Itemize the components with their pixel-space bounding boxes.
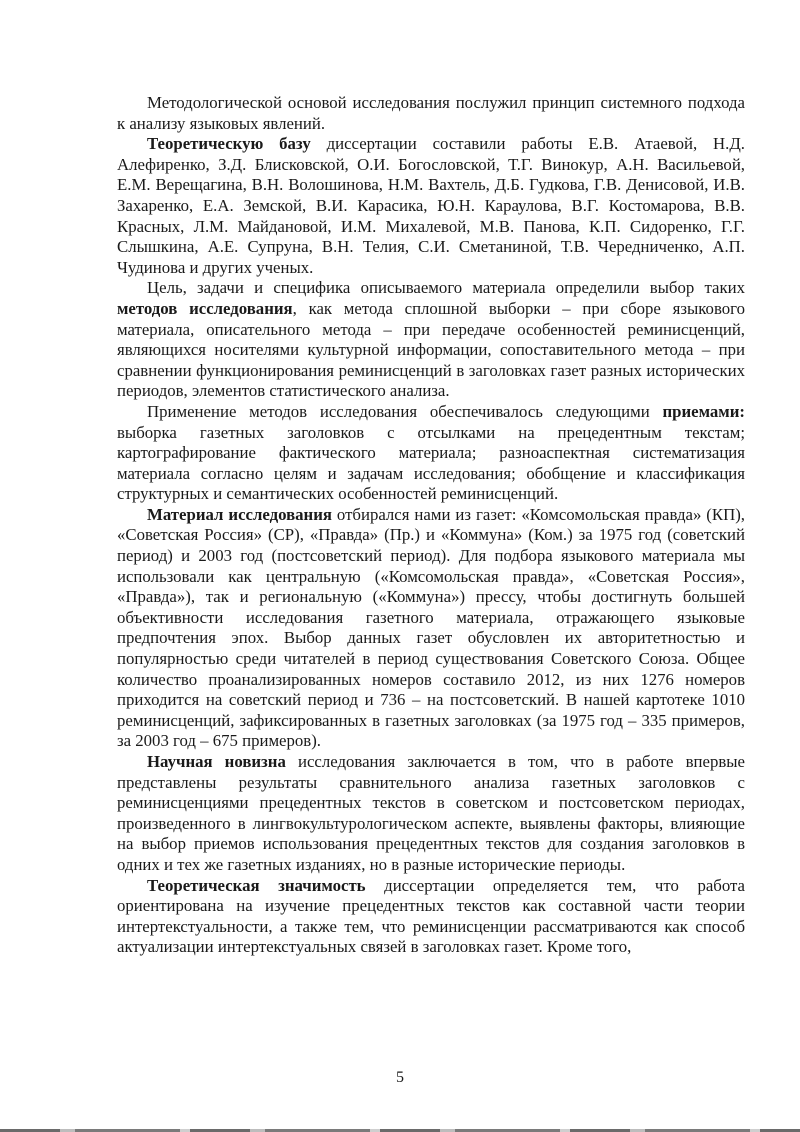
bold-term: приемами:	[662, 401, 745, 421]
paragraph-significance	[117, 876, 745, 958]
paragraph-text: диссертации определяется тем, что работа ориентирована на изучение прецедентных текстов как составной части теории интертекстуальности, а также тем, что реминисценции рассматриваются как способ актуализации интертекстуальных связей в заголовках газет. Кроме того,	[117, 875, 745, 957]
bold-term: Теоретическую базу	[147, 134, 311, 154]
bold-term: Теоретическая значимость	[147, 875, 366, 895]
paragraph-material	[117, 505, 745, 752]
paragraph-text: отбирался нами из газет: «Комсомольская правда» (КП), «Советская Россия» (СР), «Правда» (Пр.) и «Коммуна» (Ком.) за 1975 год (советский период) и 2003 год (постсоветский период). Для подбора языкового материала мы использовали как центральную («Комсомольская правда», «Советская Россия», «Правда»), так и региональную («Коммуна») прессу, чтобы достигнуть большей объективности исследования газетного материала, отражающего языковые предпочтения эпох. Выбор данных газет обусловлен их авторитетностью и популярностью среди читателей в период существования Советского Союза. Общее количество проанализированных номеров составило 2012, из них 1276 номеров приходится на советский период и 736 – на постсоветский. В нашей картотеке 1010 реминисценций, зафиксированных в газетных заголовках (за 1975 год – 335 примеров, за 2003 год – 675 примеров).	[117, 504, 745, 751]
bold-term: Научная новизна	[147, 752, 286, 771]
page-number: 5	[396, 1069, 404, 1086]
paragraph-text: выборка газетных заголовков с отсылками на прецедентным текстам; картографирование фактического материала; разноаспектная систематизация материала согласно целям и задачам исследования; обобщение и классификация структурных и семантических особенностей реминисценций.	[117, 422, 745, 504]
paragraph-text: диссертации составили работы Е.В. Атаевой, Н.Д. Алефиренко, З.Д. Блисковской, О.И. Богословской, Т.Г. Винокур, А.Н. Васильевой, Е.М. Верещагина, В.Н. Волошинова, Н.М. Вахтель, Д.Б. Гудкова, Г.В. Денисовой, И.В. Захаренко, Е.А. Земской, В.И. Карасика, Ю.Н. Караулова, В.Г. Костомарова, В.В. Красных, Л.М. Майдановой, И.М. Михалевой, М.В. Панова, К.П. Сидоренко, Г.Г. Слышкина, А.Е. Супруна, В.Н. Телия, С.И. Сметаниной, Т.В. Чередниченко, А.П. Чудинова и других ученых.	[117, 134, 745, 277]
paragraph-text: Методологической основой исследования послужил принцип системного подхода к анализу языковых явлений.	[117, 93, 745, 133]
body-text	[117, 93, 745, 958]
paragraph-text: , как метода сплошной выборки – при сборе языкового материала, описательного метода – при передаче особенностей реминисценций, являющихся носителями культурной информации, сопоставительного метода – при сравнении функционирования реминисценций в заголовках газет разных исторических периодов, элементов статистического анализа.	[117, 298, 745, 401]
bold-term: Материал исследования	[147, 504, 332, 524]
paragraph-theory-base	[117, 134, 745, 278]
bold-term: методов исследования	[117, 298, 293, 318]
paragraph-text: Применение методов исследования обеспечивалось следующими	[147, 401, 663, 421]
paragraph-novelty	[117, 752, 745, 876]
paragraph-text: Цель, задачи и специфика описываемого материала определили выбор таких	[147, 278, 745, 298]
paragraph-techniques	[117, 402, 745, 505]
paragraph-methods	[117, 278, 745, 402]
paragraph-methodology	[117, 93, 745, 134]
paragraph-text: исследования заключается в том, что в работе впервые представлены результаты сравнительного анализа газетных заголовков с реминисценциями прецедентных текстов в советском и постсоветском периодах, произведенного в лингвокультурологическом аспекте, выявлены факторы, влияющие на выбор приемов использования прецедентных текстов для создания заголовков в одних и тех же газетных изданиях, но в разные исторические периоды.	[117, 752, 745, 874]
